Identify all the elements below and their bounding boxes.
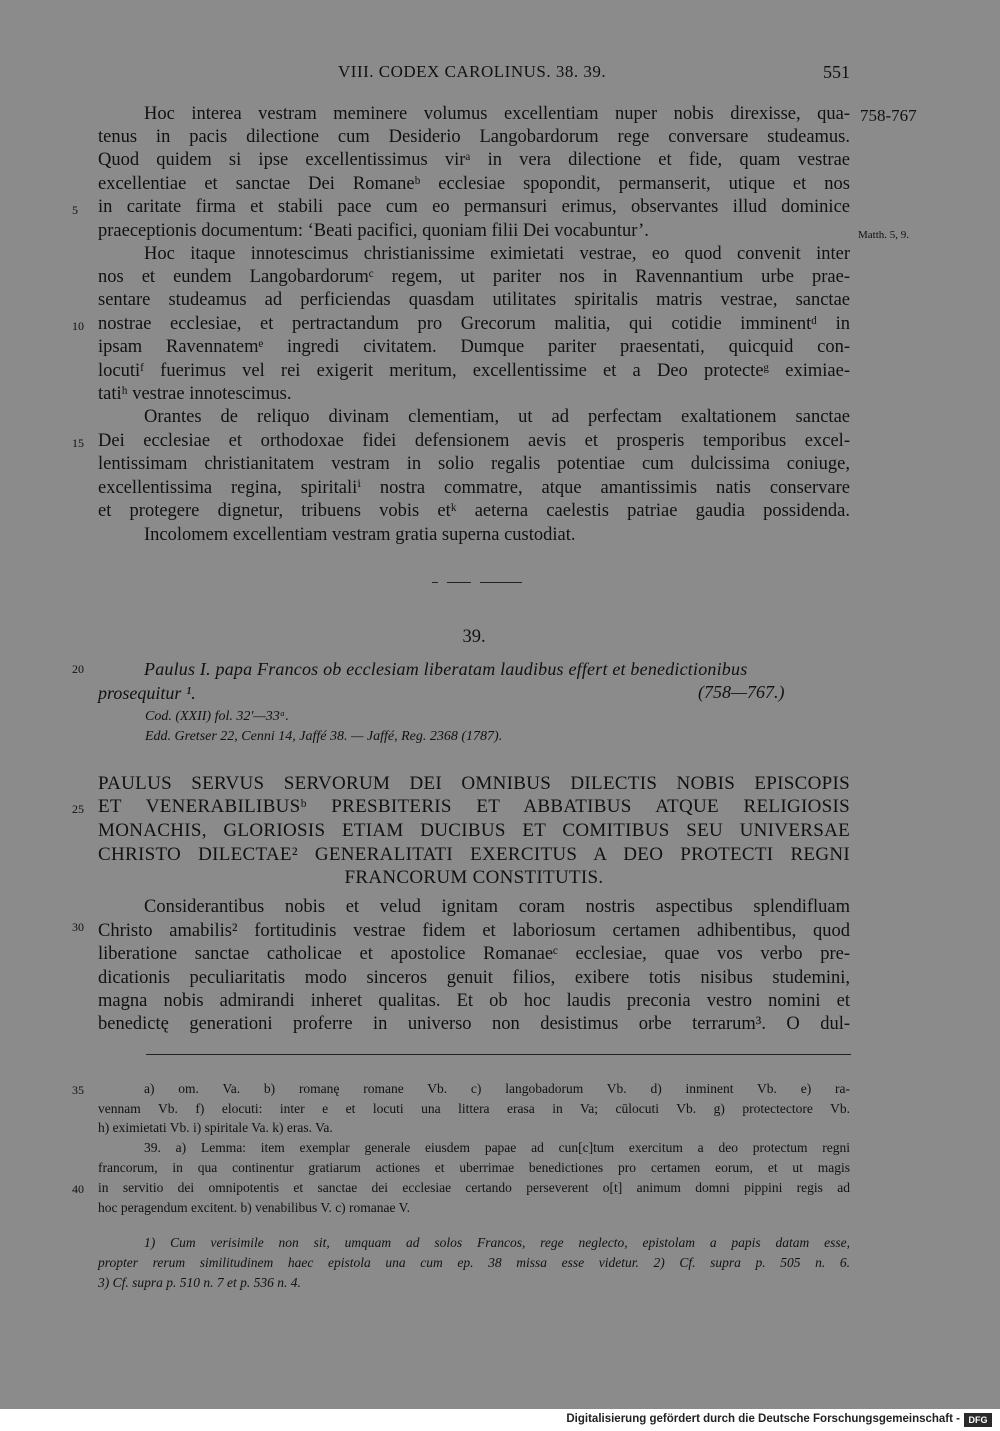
footnote-line: h) eximietati Vb. i) spiritale Va. k) eras. Va. — [98, 1120, 333, 1135]
text-line: lentissimam christianitatem vestram in solio regalis potentiae cum dulcissima coniuge, — [98, 454, 850, 474]
line-number: 30 — [72, 920, 84, 934]
line-number: 25 — [72, 802, 84, 816]
footnote-separator — [146, 1054, 851, 1055]
text-line: magna nobis admirandi inheret qualitas. Et ob hoc laudis preconia vestro nomini et — [98, 991, 850, 1011]
text-line: sentare studeamus ad perficiendas quasdam utilitates spiritalis matris vestrae, sanctae — [98, 290, 850, 310]
line-number: 20 — [72, 662, 84, 676]
footnote-line: propter rerum similitudinem haec epistola una cum ep. 38 missa esse videtur. 2) Cf. supra p. 505 n. 6. — [98, 1255, 850, 1270]
address-line: FRANCORUM CONSTITUTIS. — [344, 867, 604, 888]
line-number: 5 — [72, 203, 78, 217]
letter-date: (758—767.) — [698, 682, 785, 702]
funding-footer — [0, 1409, 1000, 1431]
text-line: Dei ecclesiae et orthodoxae fidei defensionem aevis et prosperis temporibus excel- — [98, 431, 850, 451]
text-line: ipsam Ravennatemᵉ ingredi civitatem. Dumque pariter praesentati, quicquid con- — [98, 337, 850, 357]
line-number: 15 — [72, 436, 84, 450]
text-line: excellentiae et sanctae Dei Romaneᵇ ecclesiae spopondit, permanserit, utique et nos — [98, 174, 850, 194]
text-line: Quod quidem si ipse excellentissimus virᵃ in vera dilectione et fide, quam vestrae — [98, 150, 850, 170]
footnote-line: 3) Cf. supra p. 510 n. 7 et p. 536 n. 4. — [98, 1275, 301, 1290]
text-line: excellentissima regina, spiritaliⁱ nostra commatre, atque amantissimis natis conservare — [98, 478, 850, 498]
address-line: ET VENERABILIBUSᵇ PRESBITERIS ET ABBATIBUS ATQUE RELIGIOSIS — [98, 796, 850, 817]
address-line: PAULUS SERVUS SERVORUM DEI OMNIBUS DILECTIS NOBIS EPISCOPIS — [98, 773, 850, 794]
letter-number: 39. — [462, 627, 486, 647]
margin-date-range: 758-767 — [860, 106, 917, 125]
text-line: tatiʰ vestrae innotescimus. — [98, 384, 292, 404]
text-line: Incolomem excellentiam vestram gratia superna custodiat. — [144, 525, 576, 545]
letter-summary: Paulus I. papa Francos ob ecclesiam liberatam laudibus effert et benedictionibus — [144, 659, 748, 679]
section-divider — [432, 582, 438, 583]
footnote-line: vennam Vb. f) elocuti: inter e et locuti una littera erasa in Va; cūlocuti Vb. g) protectectore Vb. — [98, 1101, 850, 1116]
footnote-line: francorum, in qua continentur gratiarum actiones et uberrimae benedictiones pro certamen eorum, et ut magis — [98, 1160, 850, 1175]
text-line: locutiᶠ fuerimus vel rei exigerit meritum, excellentissime et a Deo protecteᵍ eximiae- — [98, 361, 850, 381]
text-line: Hoc interea vestram meminere volumus excellentiam nuper nobis direxisse, qua- — [144, 104, 850, 124]
page-number: 551 — [823, 62, 850, 82]
line-number: 35 — [72, 1083, 84, 1097]
footnote-line: in servitio dei omnipotentis et sanctae dei ecclesiae certando perseverent o[t] animum domni pippini regis ad — [98, 1180, 850, 1195]
funding-text: Digitalisierung gefördert durch die Deutsche Forschungsgemeinschaft - — [566, 1413, 960, 1425]
footnote-line: 1) Cum verisimile non sit, umquam ad solos Francos, rege neglecto, epistolam a papis datam esse, — [144, 1235, 850, 1250]
running-title: VIII. CODEX CAROLINUS. 38. 39. — [338, 62, 607, 81]
footnote-line: hoc peragendum excitent. b) venabilibus V. c) romanae V. — [98, 1200, 411, 1215]
footnote-line: 39. a) Lemma: item exemplar generale eiusdem papae ad cun[c]tum exercitum a deo protectum regni — [144, 1140, 850, 1155]
text-line: liberatione sanctae catholicae et apostolice Romanaeᶜ ecclesiae, quae vos verbo pre- — [98, 944, 850, 964]
text-line: praeceptionis documentum: ‘Beati pacifici, quoniam filii Dei vocabuntur’. — [98, 221, 649, 241]
section-divider — [447, 582, 471, 583]
dfg-logo: DFG — [964, 1413, 992, 1427]
section-divider — [480, 582, 522, 583]
text-line: benedictę generationi proferre in universo non desistimus orbe terrarum³. O dul- — [98, 1014, 850, 1034]
text-line: Orantes de reliquo divinam clementiam, ut ad perfectam exaltationem sanctae — [144, 407, 850, 427]
text-line: Christo amabilis² fortitudinis vestrae fidem et laboriosum certamen adhibentibus, quod — [98, 921, 850, 941]
text-line: Hoc itaque innotescimus christianissime eximietati vestrae, eo quod convenit inter — [144, 244, 850, 264]
text-line: in caritate firma et stabili pace cum eo permansuri erimus, observantes illud dominice — [98, 197, 850, 217]
text-line: Considerantibus nobis et velud ignitam coram nostris aspectibus splendifluam — [144, 897, 850, 917]
codex-reference: Cod. (XXII) fol. 32'—33ᵃ. — [145, 709, 289, 724]
text-line: et protegere dignetur, tribuens vobis etᵏ aeterna caelestis patriae gaudia possidenda. — [98, 501, 850, 521]
text-line: tenus in pacis dilectione cum Desiderio Langobardorum rege conversare studeamus. — [98, 127, 850, 147]
address-line: MONACHIS, GLORIOSIS ETIAM DUCIBUS ET COMITIBUS SEU UNIVERSAE — [98, 820, 850, 841]
address-line: CHRISTO DILECTAE² GENERALITATI EXERCITUS A DEO PROTECTI REGNI — [98, 844, 850, 865]
line-number: 10 — [72, 319, 84, 333]
text-line: dicationis peculiaritatis modo sinceros genuit filios, exibere totis nisibus studemini, — [98, 968, 850, 988]
margin-matth-ref: Matth. 5, 9. — [858, 229, 910, 241]
text-line: nos et eundem Langobardorumᶜ regem, ut pariter nos in Ravennantium urbe prae- — [98, 267, 850, 287]
text-line: nostrae ecclesiae, et pertractandum pro Grecorum malitia, qui cotidie imminentᵈ in — [98, 314, 850, 334]
footnote-line: a) om. Va. b) romanę romane Vb. c) langobadorum Vb. d) inminent Vb. e) ra- — [144, 1081, 850, 1096]
line-number: 40 — [72, 1182, 84, 1196]
letter-summary: prosequitur ¹. — [98, 683, 196, 703]
editions-reference: Edd. Gretser 22, Cenni 14, Jaffé 38. — Jaffé, Reg. 2368 (1787). — [145, 729, 503, 744]
